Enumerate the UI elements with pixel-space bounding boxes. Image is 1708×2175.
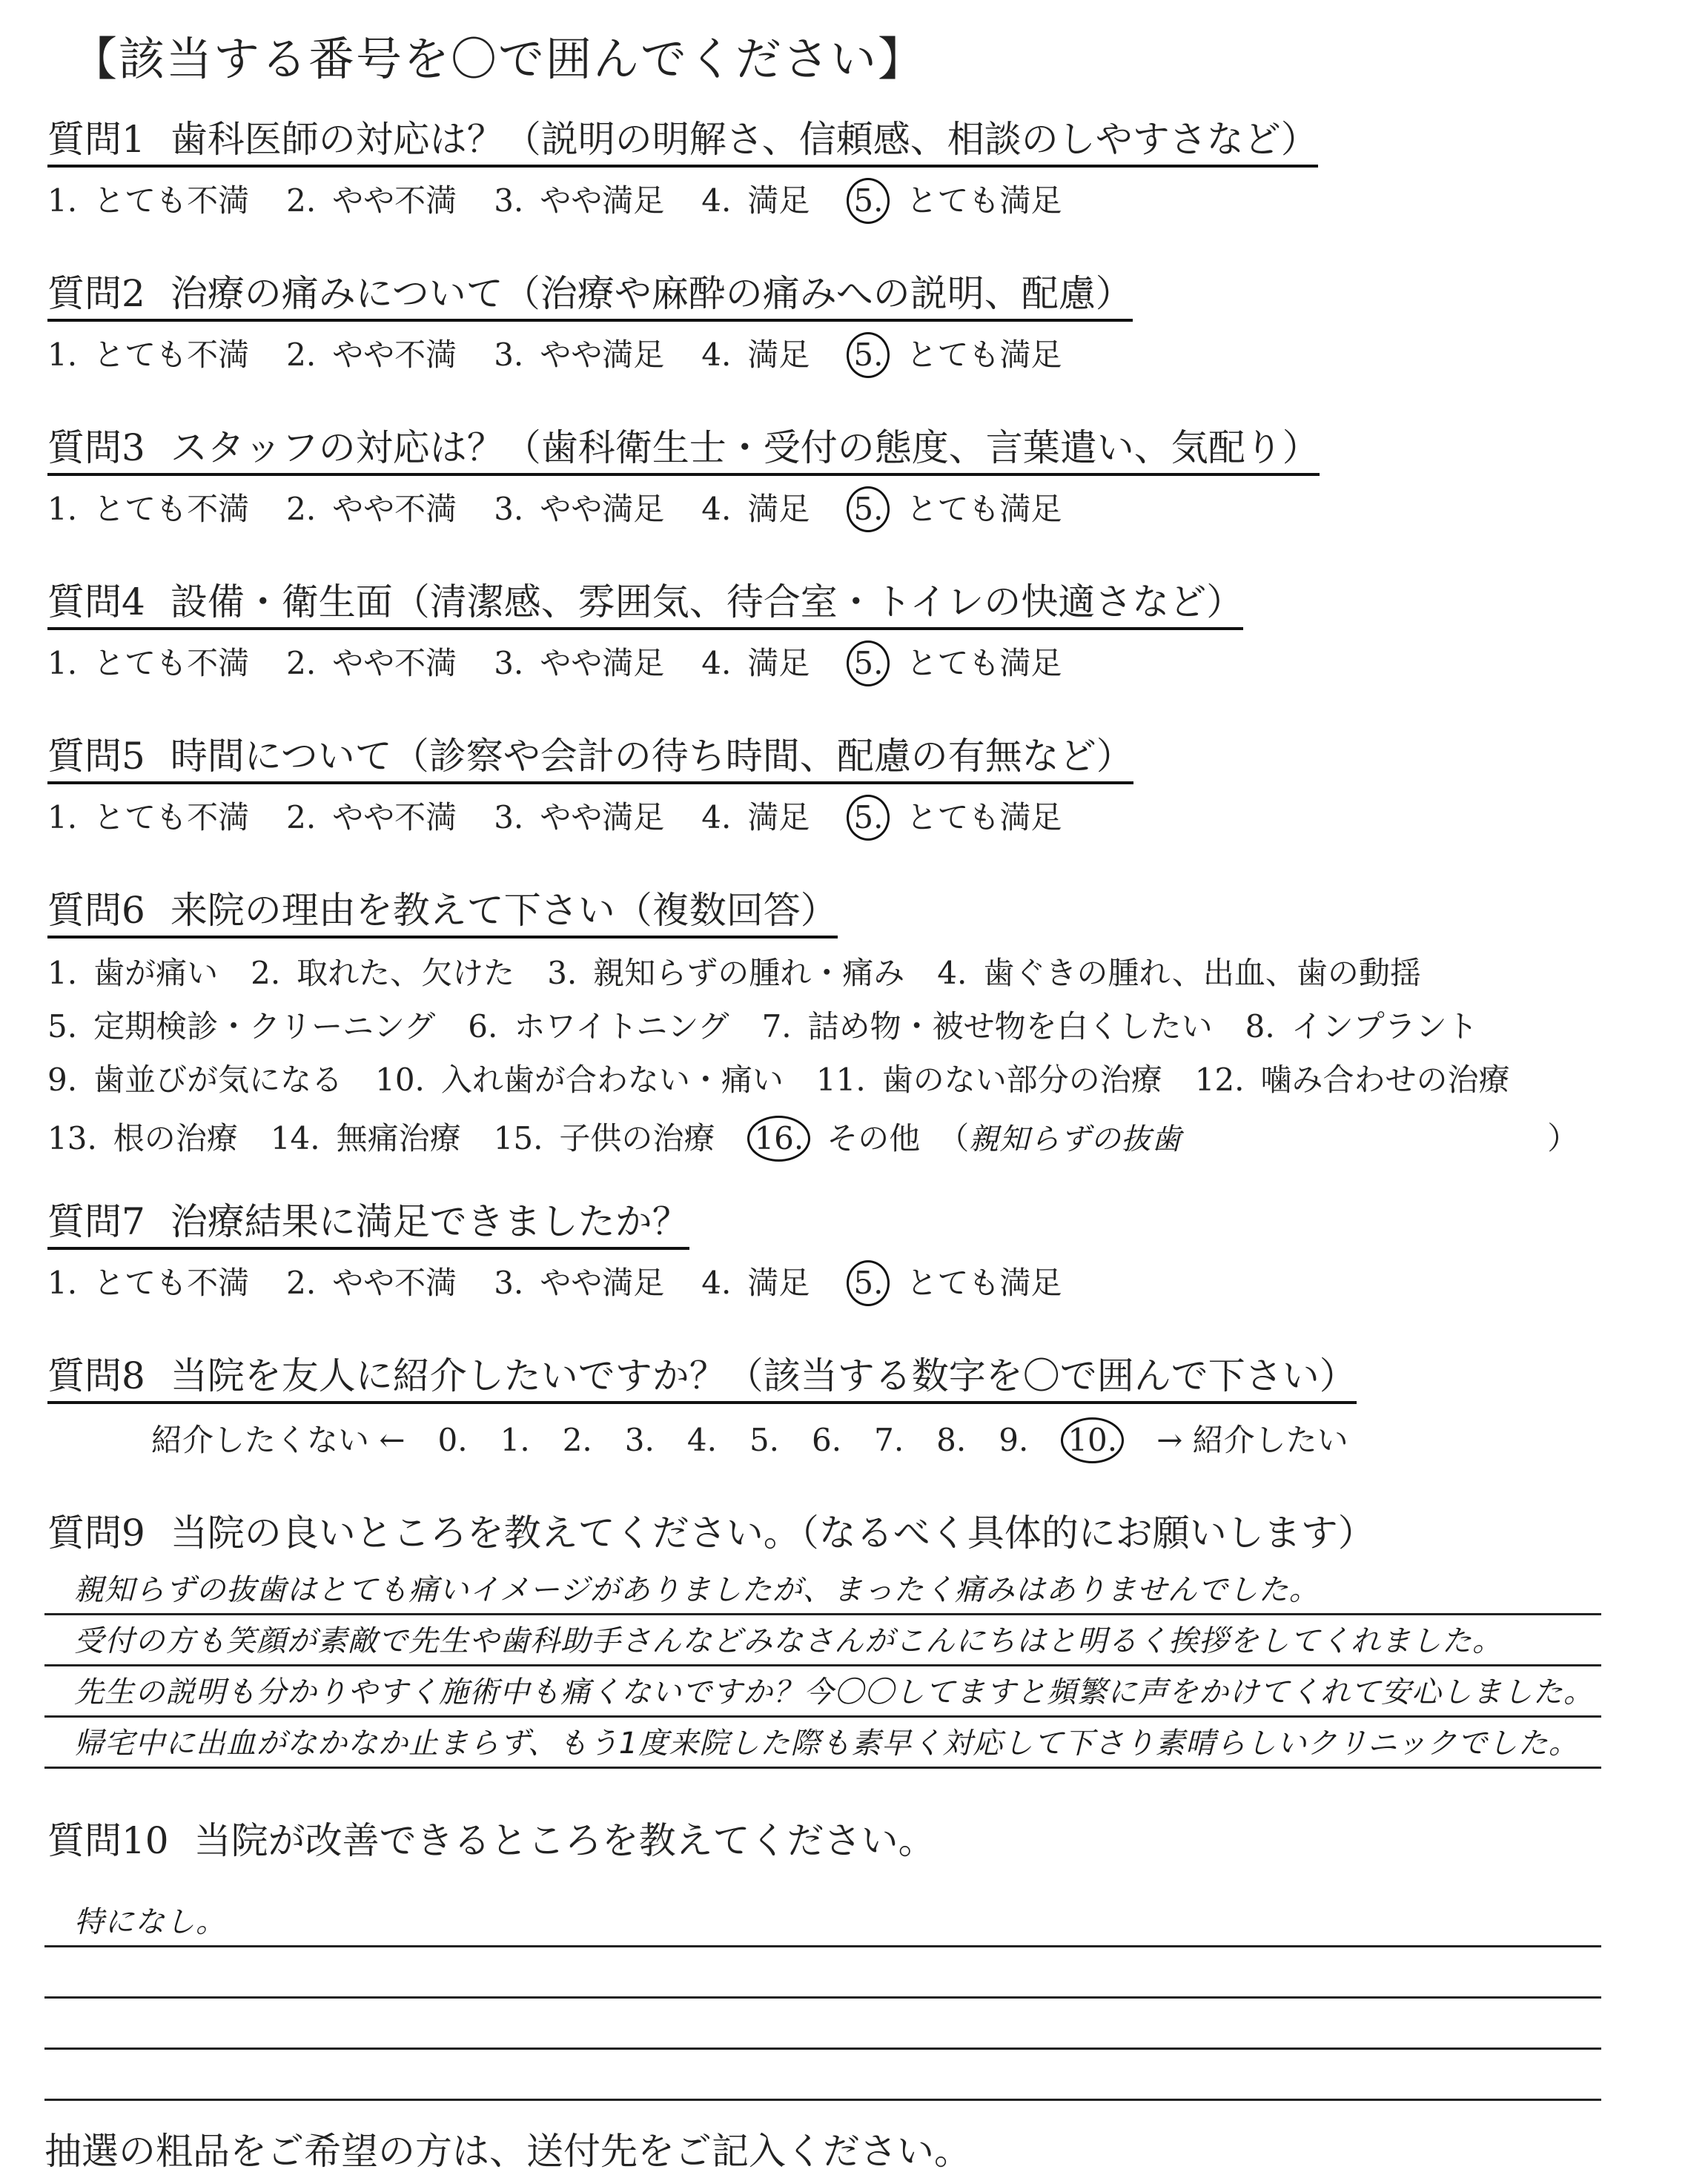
rating-option[interactable]: [847, 795, 1062, 841]
rating-option[interactable]: [286, 1265, 457, 1302]
option-label: やや満足: [540, 490, 665, 527]
question-1: [47, 119, 1318, 224]
reason-option[interactable]: [47, 955, 218, 992]
reason-row: [47, 1116, 1611, 1162]
option-label: とても満足: [906, 1264, 1062, 1301]
option-label: ホワイトニング: [514, 1007, 729, 1045]
option-label: 無痛治療: [336, 1119, 461, 1156]
option-label: やや満足: [540, 644, 665, 681]
option-label: 詰め物・被せ物を白くしたい: [807, 1007, 1213, 1045]
option-label: やや満足: [540, 336, 665, 373]
reason-option[interactable]: [251, 955, 514, 992]
rating-options: [47, 1260, 1099, 1306]
scale-left-label: 紹介したくない ←: [151, 1421, 406, 1458]
scale-value[interactable]: 0.: [437, 1421, 468, 1458]
option-number: 4.: [701, 798, 732, 835]
paren-open: （: [938, 1119, 970, 1156]
option-label: やや不満: [332, 1264, 457, 1301]
option-number: 2.: [286, 1264, 317, 1301]
rating-option[interactable]: [847, 1260, 1062, 1306]
answer-line: [44, 1999, 1601, 2050]
reason-option[interactable]: [494, 1120, 715, 1157]
question-number: 質問4: [47, 580, 145, 623]
option-number: 4.: [701, 1264, 732, 1301]
question-header: [47, 1820, 936, 1866]
rating-option[interactable]: [494, 182, 664, 219]
reason-option[interactable]: [468, 1008, 729, 1045]
rating-options: [47, 486, 1320, 532]
answer-line: [44, 1666, 1601, 1718]
option-number: 5.: [847, 1260, 890, 1306]
option-number: 3.: [547, 954, 577, 991]
option-label: やや不満: [332, 336, 457, 373]
rating-option[interactable]: [847, 486, 1062, 532]
option-label: 歯のない部分の治療: [881, 1062, 1162, 1099]
reason-row: [47, 1008, 1611, 1045]
question-10: [47, 1820, 936, 1866]
option-label: 子供の治療: [559, 1119, 715, 1156]
option-number: 3.: [494, 182, 524, 219]
option-label: とても不満: [93, 798, 250, 835]
option-number: 4.: [701, 490, 732, 527]
question-8: [47, 1355, 1381, 1463]
rating-options: [47, 795, 1133, 841]
option-number: 7.: [761, 1007, 792, 1045]
rating-option[interactable]: [286, 799, 457, 836]
scale-value[interactable]: 2.: [562, 1421, 592, 1458]
rating-option[interactable]: [286, 645, 457, 682]
option-label: 取れた、欠けた: [297, 954, 515, 991]
rating-option[interactable]: [494, 1265, 664, 1302]
option-label: 親知らずの腫れ・痛み: [593, 954, 905, 991]
option-label: 満足: [747, 644, 810, 681]
improvements-answer[interactable]: [44, 1896, 1601, 2101]
option-label: やや不満: [332, 182, 457, 219]
option-number: 2.: [286, 798, 317, 835]
rating-options: [47, 332, 1133, 378]
rating-option[interactable]: [286, 337, 457, 374]
question-header: [47, 1355, 1357, 1404]
option-label: とても満足: [906, 798, 1062, 835]
option-label: やや不満: [332, 644, 457, 681]
option-number: 3.: [494, 490, 524, 527]
reason-option-other[interactable]: [747, 1116, 1578, 1162]
scale-value[interactable]: 9.: [999, 1421, 1029, 1458]
question-text: 設備・衛生面（清潔感、雰囲気、待合室・トイレの快適さなど）: [170, 580, 1244, 623]
option-number: 2.: [286, 182, 317, 219]
answer-line: [44, 1615, 1601, 1666]
scale-value[interactable]: 3.: [624, 1421, 655, 1458]
option-number: 5.: [847, 486, 890, 532]
scale-value[interactable]: 8.: [936, 1421, 967, 1458]
answer-line: [44, 2050, 1601, 2101]
option-number: 14.: [270, 1119, 320, 1156]
option-label: 根の治療: [113, 1119, 238, 1156]
scale-value[interactable]: 1.: [500, 1421, 530, 1458]
rating-options: [47, 178, 1318, 224]
handwritten-text: 親知らずの抜歯はとても痛いイメージがありましたが、まったく痛みはありませんでした。: [74, 1573, 1320, 1607]
reason-option[interactable]: [1195, 1062, 1510, 1099]
option-label: とても不満: [93, 490, 250, 527]
option-number: 3.: [494, 1264, 524, 1301]
question-number: 質問9: [47, 1512, 145, 1555]
question-text: 当院が改善できるところを教えてください。: [193, 1819, 936, 1862]
option-number: 4.: [701, 182, 732, 219]
question-text: 来院の理由を教えて下さい（複数回答）: [170, 889, 838, 932]
rating-option[interactable]: [701, 1265, 810, 1302]
question-9: [47, 1512, 1375, 1558]
option-number: 6.: [468, 1007, 498, 1045]
rating-option[interactable]: [47, 337, 249, 374]
option-number: 10.: [375, 1062, 425, 1099]
option-label: とても満足: [906, 644, 1062, 681]
good-points-answer[interactable]: [44, 1564, 1601, 1769]
rating-option[interactable]: [701, 645, 810, 682]
option-number: 3.: [494, 336, 524, 373]
reason-option[interactable]: [375, 1062, 784, 1099]
question-number: 質問8: [47, 1354, 145, 1397]
option-label: その他: [827, 1119, 921, 1156]
option-label: とても不満: [93, 644, 250, 681]
rating-option[interactable]: [494, 645, 664, 682]
option-number: 1.: [47, 798, 78, 835]
rating-option[interactable]: [494, 491, 664, 528]
question-text: スタッフの対応は？（歯科衛生士・受付の態度、言葉遣い、気配り）: [170, 426, 1320, 469]
option-number: 1.: [47, 182, 78, 219]
rating-option[interactable]: [847, 178, 1062, 224]
option-number: 5.: [847, 640, 890, 686]
scale-value[interactable]: 10.: [1061, 1417, 1124, 1463]
question-header: [47, 1201, 689, 1250]
rating-option[interactable]: [701, 182, 810, 219]
rating-option[interactable]: [701, 799, 810, 836]
page-title: 【該当する番号を〇で囲んでください】: [71, 32, 926, 86]
option-number: 2.: [286, 490, 317, 527]
option-label: とても不満: [93, 1264, 250, 1301]
option-number: 5.: [47, 1007, 78, 1045]
handwritten-text: 受付の方も笑顔が素敵で先生や歯科助手さんなどみなさんがこんにちはと明るく挨拶をしてくれました。: [74, 1624, 1503, 1658]
rating-option[interactable]: [701, 337, 810, 374]
question-4: [47, 581, 1243, 686]
option-label: やや満足: [540, 182, 665, 219]
rating-option[interactable]: [494, 799, 664, 836]
option-label: インプラント: [1291, 1007, 1478, 1045]
scale-value[interactable]: 5.: [749, 1421, 780, 1458]
answer-line: [44, 1718, 1601, 1769]
question-header: [47, 273, 1133, 322]
question-text: 歯科医師の対応は？（説明の明解さ、信頼感、相談のしやすさなど）: [170, 118, 1318, 161]
paren-close: ）: [1547, 1119, 1579, 1156]
handwritten-text: 帰宅中に出血がなかなか止まらず、もう1度来院した際も素早く対応して下さり素晴らしいクリニックでした。: [74, 1727, 1579, 1761]
question-header: [47, 427, 1320, 476]
option-number: 1.: [47, 644, 78, 681]
footer-note: 抽選の粗品をご希望の方は、送付先をご記入ください。: [44, 2130, 971, 2173]
question-header: [47, 119, 1318, 168]
rating-option[interactable]: [47, 799, 249, 836]
option-number: 13.: [47, 1119, 97, 1156]
question-text: 治療の痛みについて（治療や麻酔の痛みへの説明、配慮）: [170, 272, 1133, 315]
option-label: やや満足: [540, 798, 665, 835]
answer-line: [44, 1564, 1601, 1615]
question-text: 治療結果に満足できましたか？: [170, 1200, 689, 1243]
option-label: やや不満: [332, 798, 457, 835]
reason-option[interactable]: [937, 955, 1421, 992]
option-label: とても不満: [93, 182, 250, 219]
option-number: 9.: [47, 1062, 78, 1099]
option-label: 歯が痛い: [93, 954, 219, 991]
answer-line: [44, 1947, 1601, 1999]
scale-value[interactable]: 4.: [686, 1421, 717, 1458]
rating-option[interactable]: [47, 491, 249, 528]
reason-row: [47, 1062, 1611, 1099]
question-header: [47, 735, 1133, 784]
option-label: とても満足: [906, 182, 1062, 219]
option-number: 5.: [847, 332, 890, 378]
recommend-scale: [151, 1416, 1381, 1463]
option-number: 4.: [701, 336, 732, 373]
answer-line: [44, 1896, 1601, 1947]
question-header: [47, 581, 1243, 630]
reason-option[interactable]: [47, 1062, 342, 1099]
option-label: 歯並びが気になる: [93, 1062, 343, 1099]
question-6: [47, 890, 1611, 1162]
option-number: 2.: [251, 954, 281, 991]
rating-option[interactable]: [494, 337, 664, 374]
option-number: 4.: [701, 644, 732, 681]
option-number: 5.: [847, 178, 890, 224]
option-number: 2.: [286, 644, 317, 681]
option-number: 1.: [47, 1264, 78, 1301]
option-label: 満足: [747, 490, 810, 527]
scale-right-label: → 紹介したい: [1156, 1421, 1348, 1458]
reason-option[interactable]: [547, 955, 904, 992]
option-label: 歯ぐきの腫れ、出血、歯の動揺: [983, 954, 1421, 991]
rating-options: [47, 640, 1243, 686]
option-number: 4.: [937, 954, 967, 991]
question-3: [47, 427, 1320, 532]
option-label: 満足: [747, 1264, 810, 1301]
question-number: 質問3: [47, 426, 145, 469]
option-number: 3.: [494, 798, 524, 835]
handwritten-text: 先生の説明も分かりやすく施術中も痛くないですか？今〇〇してますと頻繁に声をかけてくれて安心しました。: [74, 1675, 1594, 1709]
option-label: とても満足: [906, 336, 1062, 373]
scale-value[interactable]: 6.: [812, 1421, 842, 1458]
rating-option[interactable]: [47, 645, 249, 682]
reason-option[interactable]: [816, 1062, 1162, 1099]
scale-value[interactable]: 7.: [874, 1421, 904, 1458]
question-7: [47, 1201, 1099, 1306]
question-number: 質問7: [47, 1200, 145, 1243]
option-number: 12.: [1194, 1062, 1245, 1099]
option-label: 入れ歯が合わない・痛い: [440, 1062, 784, 1099]
option-number: 1.: [47, 490, 78, 527]
question-text: 当院を友人に紹介したいですか？（該当する数字を〇で囲んで下さい）: [170, 1354, 1357, 1397]
option-number: 11.: [815, 1062, 866, 1099]
option-number: 1.: [47, 336, 78, 373]
question-number: 質問2: [47, 272, 145, 315]
option-label: 満足: [747, 336, 810, 373]
option-label: やや不満: [332, 490, 457, 527]
option-number: 16.: [747, 1116, 810, 1162]
question-text: 当院の良いところを教えてください。（なるべく具体的にお願いします）: [170, 1512, 1375, 1555]
reason-row: [47, 955, 1611, 992]
rating-option[interactable]: [47, 182, 249, 219]
reason-option[interactable]: [1245, 1008, 1478, 1045]
option-number: 3.: [494, 644, 524, 681]
reason-option[interactable]: [271, 1120, 461, 1157]
option-label: 噛み合わせの治療: [1260, 1062, 1510, 1099]
rating-option[interactable]: [286, 182, 457, 219]
question-header: [47, 890, 838, 938]
option-number: 2.: [286, 336, 317, 373]
question-number: 質問5: [47, 735, 145, 778]
option-number: 8.: [1245, 1007, 1275, 1045]
option-label: とても不満: [93, 336, 250, 373]
handwritten-text: 特になし。: [74, 1905, 226, 1939]
reason-option[interactable]: [47, 1008, 435, 1045]
question-number: 質問10: [47, 1819, 169, 1862]
reason-option[interactable]: [762, 1008, 1213, 1045]
question-number: 質問6: [47, 889, 145, 932]
reason-option[interactable]: [47, 1120, 238, 1157]
rating-option[interactable]: [701, 491, 810, 528]
option-label: やや満足: [540, 1264, 665, 1301]
option-label: とても満足: [906, 490, 1062, 527]
option-number: 5.: [847, 795, 890, 841]
rating-option[interactable]: [286, 491, 457, 528]
rating-option[interactable]: [847, 640, 1062, 686]
question-2: [47, 273, 1133, 378]
question-number: 質問1: [47, 118, 145, 161]
option-label: 満足: [747, 182, 810, 219]
option-label: 定期検診・クリーニング: [93, 1007, 436, 1045]
other-reason-input[interactable]: 親知らずの抜歯: [969, 1122, 1182, 1156]
reason-options: [47, 955, 1611, 1162]
question-5: [47, 735, 1133, 841]
option-number: 15.: [493, 1119, 543, 1156]
question-text: 時間について（診察や会計の待ち時間、配慮の有無など）: [170, 735, 1133, 778]
option-number: 1.: [47, 954, 78, 991]
rating-option[interactable]: [47, 1265, 249, 1302]
rating-option[interactable]: [847, 332, 1062, 378]
question-header: [47, 1512, 1375, 1558]
option-label: 満足: [747, 798, 810, 835]
